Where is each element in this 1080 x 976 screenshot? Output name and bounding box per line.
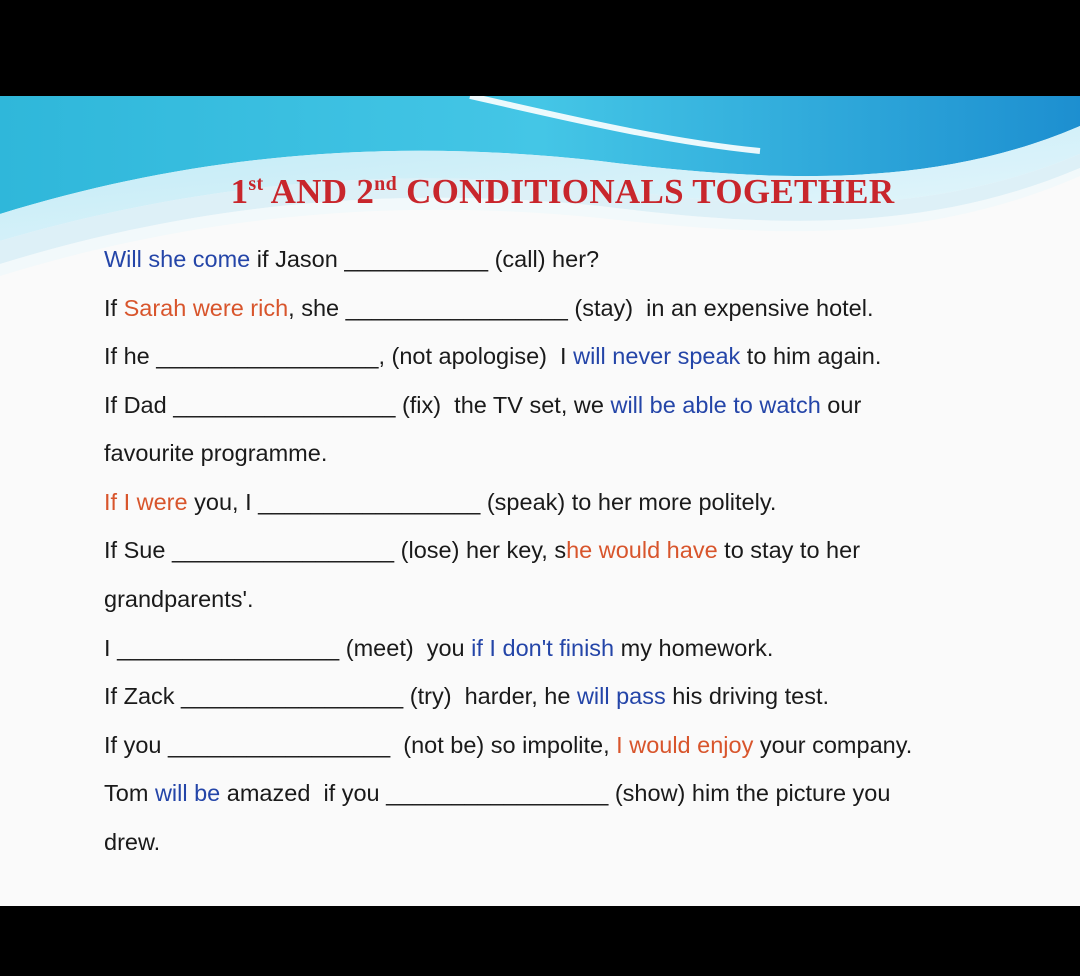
exercise-line bbox=[104, 244, 599, 274]
sentence-text: (lose) her key, s bbox=[394, 537, 567, 563]
highlighted-phrase: will never speak bbox=[573, 343, 741, 369]
sentence-text: (not be) so impolite, bbox=[390, 732, 617, 758]
highlighted-phrase: if I don't finish bbox=[471, 635, 615, 661]
exercise-line bbox=[104, 390, 861, 420]
exercise-line bbox=[104, 681, 829, 711]
title-sup-2: nd bbox=[374, 173, 398, 195]
answer-blank: _________________ bbox=[117, 635, 340, 661]
exercise-line bbox=[104, 487, 776, 517]
sentence-text: your company. bbox=[753, 732, 913, 758]
exercise-line bbox=[104, 535, 860, 565]
exercise-line bbox=[104, 778, 890, 808]
sentence-text: grandparents'. bbox=[104, 586, 254, 612]
highlighted-phrase: I would enjoy bbox=[616, 732, 754, 758]
sentence-text: (speak) to her more politely. bbox=[480, 489, 777, 515]
answer-blank: _________________ bbox=[156, 343, 379, 369]
page-title bbox=[0, 172, 1080, 212]
sentence-text: Tom bbox=[104, 780, 155, 806]
sentence-text: amazed if you bbox=[220, 780, 387, 806]
highlighted-phrase: he would have bbox=[566, 537, 718, 563]
highlighted-phrase: Will she come bbox=[104, 246, 251, 272]
exercise-line bbox=[104, 293, 874, 323]
sentence-text: (meet) you bbox=[339, 635, 472, 661]
answer-blank: _________________ bbox=[173, 392, 396, 418]
sentence-text: my homework. bbox=[614, 635, 774, 661]
exercise-line bbox=[104, 827, 160, 857]
answer-blank: _________________ bbox=[171, 537, 395, 563]
sentence-text: you, I bbox=[187, 489, 259, 515]
sentence-text: (show) him the picture you bbox=[608, 780, 891, 806]
title-ordinal-1: 1 bbox=[230, 172, 249, 211]
sentence-text: , (not apologise) I bbox=[378, 343, 574, 369]
sentence-text: If you bbox=[104, 732, 169, 758]
sentence-text: If Sue bbox=[104, 537, 172, 563]
sentence-text: , she bbox=[288, 295, 346, 321]
sentence-text: his driving test. bbox=[665, 683, 830, 709]
sentence-text: if Jason bbox=[250, 246, 345, 272]
answer-blank: _________________ bbox=[345, 295, 568, 321]
sentence-text: drew. bbox=[104, 829, 161, 855]
exercise-line bbox=[104, 633, 773, 663]
answer-blank: _________________ bbox=[258, 489, 481, 515]
highlighted-phrase: will be able to watch bbox=[610, 392, 821, 418]
sentence-text: (call) her? bbox=[488, 246, 600, 272]
exercise-line bbox=[104, 584, 254, 614]
slide bbox=[0, 96, 1080, 906]
sentence-text: our bbox=[820, 392, 862, 418]
title-middle: AND 2 bbox=[263, 172, 375, 211]
sentence-text: to stay to her bbox=[717, 537, 861, 563]
highlighted-phrase: If I were bbox=[104, 489, 188, 515]
exercise-line bbox=[104, 730, 912, 760]
sentence-text: If Dad bbox=[104, 392, 174, 418]
sentence-text: (try) harder, he bbox=[403, 683, 577, 709]
exercise-line bbox=[104, 438, 327, 468]
sentence-text: to him again. bbox=[740, 343, 882, 369]
sentence-text: I bbox=[104, 635, 118, 661]
exercise-line bbox=[104, 341, 881, 371]
sentence-text: favourite programme. bbox=[104, 440, 328, 466]
title-rest: CONDITIONALS TOGETHER bbox=[397, 172, 895, 211]
title-sup-1: st bbox=[248, 173, 264, 195]
sentence-text: If bbox=[104, 295, 124, 321]
highlighted-phrase: will pass bbox=[576, 683, 666, 709]
sentence-text: (stay) in an expensive hotel. bbox=[567, 295, 874, 321]
highlighted-phrase: Sarah were rich bbox=[123, 295, 289, 321]
sentence-text: If he bbox=[104, 343, 157, 369]
sentence-text: If Zack bbox=[104, 683, 182, 709]
answer-blank: ___________ bbox=[344, 246, 489, 272]
sentence-text: (fix) the TV set, we bbox=[395, 392, 611, 418]
answer-blank: _________________ bbox=[386, 780, 609, 806]
answer-blank: _________________ bbox=[168, 732, 391, 758]
highlighted-phrase: will be bbox=[154, 780, 221, 806]
answer-blank: _________________ bbox=[181, 683, 404, 709]
